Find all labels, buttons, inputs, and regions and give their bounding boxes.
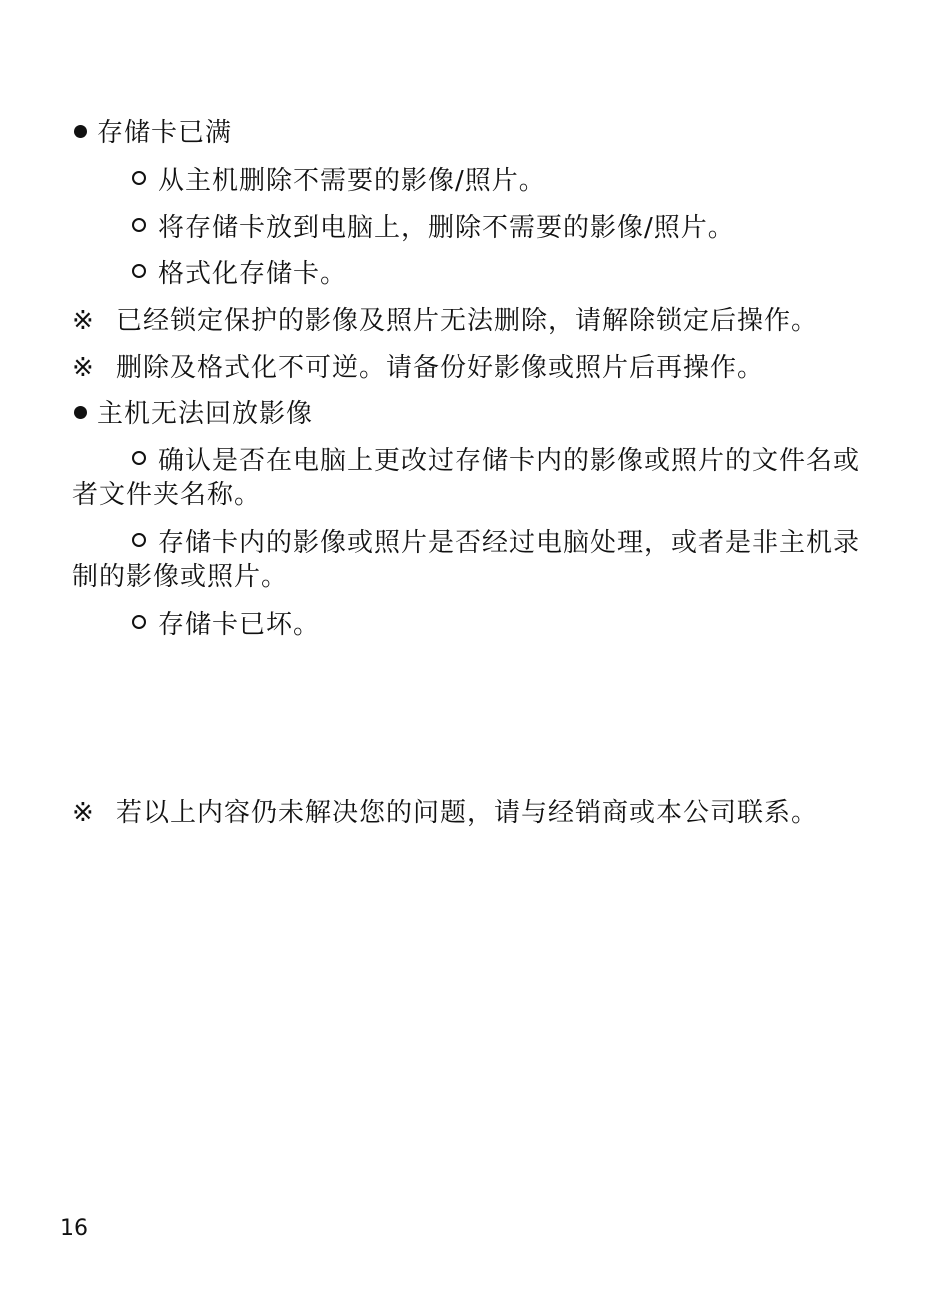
circle-bullet-icon (132, 218, 146, 232)
list-item (132, 608, 320, 642)
contact-note (72, 796, 818, 830)
bullet-icon (74, 406, 87, 419)
note-text: 若以上内容仍未解决您的问题，请与经销商或本公司联系。 (116, 798, 819, 828)
note-symbol: ※ (72, 798, 95, 828)
list-item (132, 257, 347, 291)
list-item-text: 存储卡已坏。 (158, 610, 321, 640)
list-item (132, 164, 546, 198)
note-line (72, 351, 764, 385)
list-item-text: 将存储卡放到电脑上，删除不需要的影像/照片。 (158, 213, 735, 243)
circle-bullet-icon (132, 533, 146, 547)
list-item (72, 444, 862, 512)
heading-text: 存储卡已满 (97, 118, 233, 148)
note-text: 删除及格式化不可逆。请备份好影像或照片后再操作。 (116, 353, 765, 383)
circle-bullet-icon (132, 451, 146, 465)
list-item-text: 从主机删除不需要的影像/照片。 (158, 166, 546, 196)
list-item-text: 存储卡内的影像或照片是否经过电脑处理，或者是非主机录制的影像或照片。 (72, 528, 861, 592)
bullet-icon (74, 125, 87, 138)
list-item (72, 526, 862, 594)
note-text: 已经锁定保护的影像及照片无法删除，请解除锁定后操作。 (116, 306, 819, 336)
circle-bullet-icon (132, 615, 146, 629)
section-heading-no-playback (74, 397, 313, 431)
list-item-text: 确认是否在电脑上更改过存储卡内的影像或照片的文件名或者文件夹名称。 (72, 446, 861, 510)
list-item-text: 格式化存储卡。 (158, 259, 348, 289)
page-number: 16 (60, 1216, 88, 1241)
circle-bullet-icon (132, 171, 146, 185)
list-item (132, 211, 735, 245)
note-symbol: ※ (72, 353, 95, 383)
note-line (72, 304, 818, 338)
heading-text: 主机无法回放影像 (97, 399, 314, 429)
note-symbol: ※ (72, 306, 95, 336)
circle-bullet-icon (132, 264, 146, 278)
section-heading-card-full (74, 116, 232, 150)
